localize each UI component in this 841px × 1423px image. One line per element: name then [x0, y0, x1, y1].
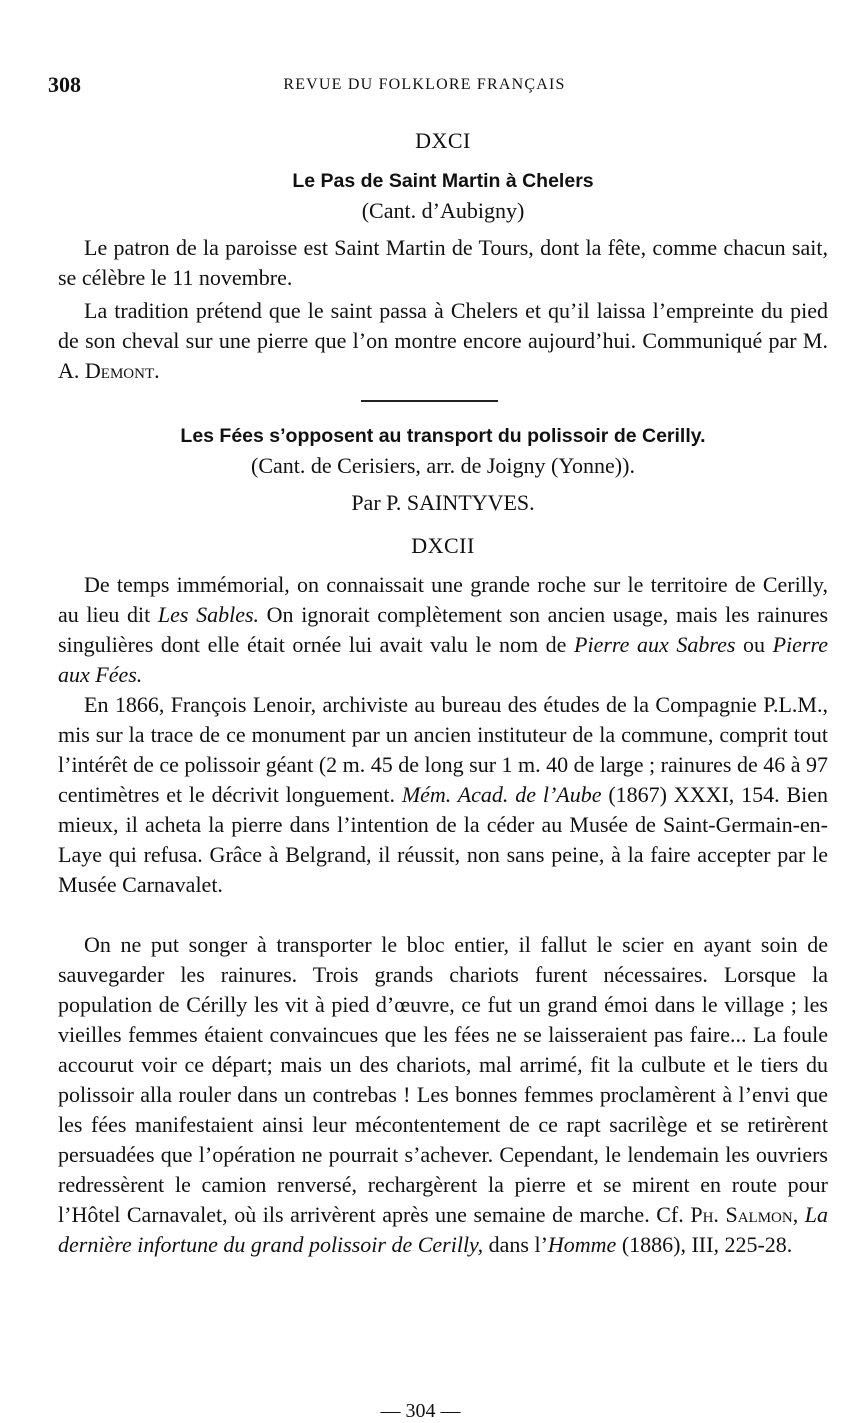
- italic-mem-acad: Mém. Acad. de l’Aube: [401, 782, 602, 807]
- paragraph-tradition-end: .: [154, 358, 160, 383]
- paragraph-transport-text-3: (1886), III, 225-28.: [621, 1232, 793, 1257]
- page-number: 308: [48, 72, 81, 97]
- paragraph-roche: [58, 570, 828, 690]
- page-header: [48, 72, 801, 102]
- folio: — 304 —: [380, 1400, 461, 1422]
- author-demont: Demont: [84, 358, 155, 383]
- paragraph-lenoir-text-1: En 1866, François Lenoir, archiviste au bureau des études de la Compagnie P.L.M., mis sur la trace de ce monument par un ancien instituteur de la commune, comprit tout l’intérêt de ce polissoir géant (2 m. 45 de long sur 1 m. 40 de large ; rainures de 46 à 97 centimètres et le décrivit longuement.: [58, 692, 828, 807]
- italic-derniere-infortune: La dernière infortune du grand polissoir de Cerilly,: [58, 1202, 829, 1257]
- paragraph-transport: [58, 930, 828, 1260]
- paragraph-tradition-text: La tradition prétend que le saint passa à Chelers et qu’il laissa l’empreinte du pied de son cheval sur une pierre que l’on montre encore aujourd’hui. Communiqué par M. A.: [58, 298, 828, 383]
- paragraph-lenoir: [58, 690, 828, 900]
- italic-pierre-aux-fees: Pierre aux Fées.: [58, 632, 828, 687]
- paragraph-roche-text-2: On ignorait complètement son ancien usage, mais les rainures singulières dont elle était ornée lui avait valu le nom de: [58, 602, 829, 657]
- section-subtitle-cerisiers: (Cant. de Cerisiers, arr. de Joigny (Yonne)).: [251, 453, 635, 478]
- paragraph-roche-text-3: ou: [743, 632, 766, 657]
- byline: Par P. SAINTYVES.: [351, 490, 535, 515]
- paragraph-lenoir-text-2: (1867) XXXI, 154. Bien mieux, il acheta la pierre dans l’intention de la céder au Musée de Saint-Germain-en-Laye qui refusa. Grâce à Belgrand, il réussit, non sans peine, à la faire accepter par le Musée Carnavalet.: [58, 782, 828, 897]
- paragraph-transport-text-1: On ne put songer à transporter le bloc entier, il fallut le scier en ayant soin de sauvegarder les rainures. Trois grands chariots furent nécessaires. Lorsque la population de Cérilly les vit à pied d’œuvre, ce fut un grand émoi dans le village ; les vieilles femmes étaient convaincues que les fées ne se laisseraient pas faire... La foule accourut voir ce départ; mais un des chariots, mal arrimé, fit la culbute et le tiers du polissoir alla rouler dans un contrebas ! Les bonnes femmes proclamèrent à l’envi que les fées manifestaient ainsi leur mécontentement de ce rapt sacrilège et se retirèrent persuadées que l’opération ne pourrait s’achever. Cependant, le lendemain les ouvriers redressèrent le camion renversé, rechargèrent la pierre et se mirent en route pour l’Hôtel Carnavalet, où ils arrivèrent après une semaine de marche. Cf.: [58, 932, 828, 1227]
- section-subtitle-aubigny: (Cant. d’Aubigny): [361, 198, 525, 223]
- author-salmon: Ph. Salmon,: [690, 1202, 799, 1227]
- section-title-fees: Les Fées s’opposent au transport du polissoir de Cerilly.: [180, 425, 706, 447]
- running-title: REVUE DU FOLKLORE FRANÇAIS: [283, 76, 566, 93]
- paragraph-transport-text-2: dans l’: [488, 1232, 548, 1257]
- paragraph-tradition: [58, 296, 828, 386]
- section-title-saint-martin: Le Pas de Saint Martin à Chelers: [292, 170, 594, 192]
- paragraph-patron: Le patron de la paroisse est Saint Martin de Tours, dont la fête, comme chacun sait, se célèbre le 11 novembre.: [58, 235, 828, 290]
- section-numeral-dxcii: DXCII: [411, 533, 475, 558]
- paragraph-roche-text-1: De temps immémorial, on connaissait une grande roche sur le territoire de Cerilly, au lieu dit: [58, 572, 828, 627]
- italic-les-sables: Les Sables.: [157, 602, 260, 627]
- section-divider: [361, 400, 498, 402]
- italic-homme: Homme: [547, 1232, 617, 1257]
- italic-pierre-aux-sabres: Pierre aux Sabres: [574, 632, 736, 657]
- section-numeral-dxci: DXCI: [415, 128, 471, 153]
